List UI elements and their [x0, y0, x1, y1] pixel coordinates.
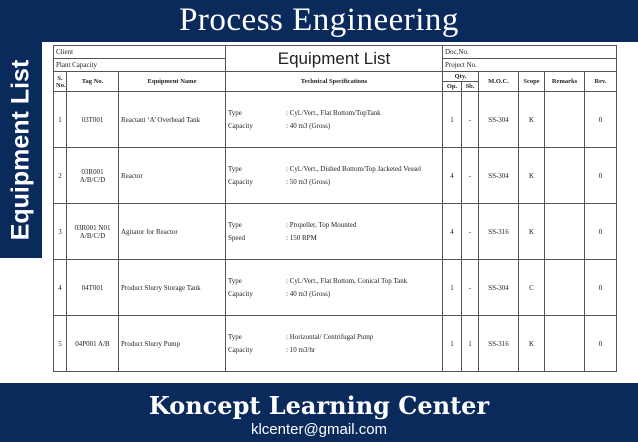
spec-key: Capacity	[228, 289, 253, 298]
table-row	[54, 148, 617, 204]
col-remarks: Remarks	[545, 72, 585, 92]
spec-line	[228, 331, 440, 344]
cell-sno: 3	[54, 204, 67, 260]
cell-tag: 04P001 A/B	[67, 316, 119, 372]
cell-sb: -	[462, 204, 479, 260]
spec-value: : Horizontal/ Centrifugal Pump	[286, 332, 374, 341]
cell-scope: K	[519, 204, 545, 260]
sidebar-banner	[0, 42, 42, 258]
spec-key: Capacity	[228, 345, 253, 354]
spec-value: : 40 m3 (Gross)	[286, 121, 331, 130]
spec-value: : Cyl./Vert., Dished Bottom/Top Jacketed Vessel	[286, 164, 422, 173]
spec-line	[228, 219, 440, 232]
cell-name: Reactor	[119, 148, 226, 204]
footer-banner	[0, 383, 638, 442]
table-row	[54, 316, 617, 372]
col-name: Equipment Name	[119, 72, 226, 92]
col-rev: Rev.	[585, 72, 617, 92]
doc-no-label: Doc.No.	[443, 46, 617, 59]
spec-value: : 40 m3 (Gross)	[286, 289, 331, 298]
col-scope: Scope	[519, 72, 545, 92]
col-tag: Tag No.	[67, 72, 119, 92]
spec-line	[228, 344, 440, 357]
cell-moc: SS-316	[479, 316, 519, 372]
cell-scope: K	[519, 92, 545, 148]
cell-rev: 0	[585, 260, 617, 316]
cell-remarks	[545, 260, 585, 316]
cell-moc: SS-304	[479, 92, 519, 148]
col-op: Op.	[443, 82, 462, 92]
cell-sno: 5	[54, 316, 67, 372]
spec-line	[228, 288, 440, 301]
cell-moc: SS-304	[479, 260, 519, 316]
spec-line	[228, 176, 440, 189]
cell-rev: 0	[585, 148, 617, 204]
client-label: Client	[54, 46, 226, 59]
col-moc: M.O.C.	[479, 72, 519, 92]
cell-spec	[226, 204, 443, 260]
cell-remarks	[545, 148, 585, 204]
cell-spec	[226, 260, 443, 316]
spec-key: Capacity	[228, 177, 253, 186]
cell-sb: -	[462, 92, 479, 148]
cell-sno: 2	[54, 148, 67, 204]
sidebar-label: Equipment List	[6, 59, 35, 241]
table-row	[54, 204, 617, 260]
table-row	[54, 92, 617, 148]
spec-key: Speed	[228, 233, 246, 242]
col-sno: S. No.	[54, 72, 67, 92]
spec-value: : 10 m3/hr	[286, 345, 316, 354]
cell-moc: SS-316	[479, 204, 519, 260]
cell-scope: K	[519, 148, 545, 204]
equipment-table	[53, 45, 617, 372]
cell-sb: -	[462, 148, 479, 204]
page-title: Process Engineering	[179, 2, 459, 38]
org-name: Koncept Learning Center	[148, 391, 490, 420]
cell-remarks	[545, 316, 585, 372]
cell-remarks	[545, 204, 585, 260]
cell-tag: 04T001	[67, 260, 119, 316]
cell-name: Agitator for Reactor	[119, 204, 226, 260]
cell-sb: -	[462, 260, 479, 316]
spec-key: Type	[228, 220, 242, 229]
spec-key: Type	[228, 332, 242, 341]
cell-tag: 03R001 N01 A/B/C/D	[67, 204, 119, 260]
spec-value: : 50 m3 (Gross)	[286, 177, 331, 186]
cell-name: Reactant ‘A’ Overhead Tank	[119, 92, 226, 148]
spec-key: Type	[228, 108, 242, 117]
cell-spec	[226, 316, 443, 372]
cell-op: 1	[443, 92, 462, 148]
cell-name: Product Slurry Storage Tank	[119, 260, 226, 316]
cell-sno: 4	[54, 260, 67, 316]
cell-op: 1	[443, 260, 462, 316]
col-qty: Qty.	[443, 72, 479, 82]
cell-op: 4	[443, 148, 462, 204]
project-no-label: Project No.	[443, 59, 617, 72]
cell-scope: C	[519, 260, 545, 316]
cell-rev: 0	[585, 92, 617, 148]
col-spec: Technical Specifications	[226, 72, 443, 92]
spec-value: : Cyl./Vert., Flat Bottom/TopTank	[286, 108, 381, 117]
spec-value: : Cyl./Vert., Flat Bottom, Conical Top Tank	[286, 276, 408, 285]
spec-line	[228, 163, 440, 176]
cell-spec	[226, 92, 443, 148]
cell-rev: 0	[585, 204, 617, 260]
table-title: Equipment List	[226, 46, 443, 72]
spec-line	[228, 232, 440, 245]
cell-op: 1	[443, 316, 462, 372]
cell-name: Product Slurry Pump	[119, 316, 226, 372]
spec-line	[228, 275, 440, 288]
spec-line	[228, 107, 440, 120]
cell-sb: 1	[462, 316, 479, 372]
spec-value: : 150 RPM	[286, 233, 317, 242]
cell-op: 4	[443, 204, 462, 260]
col-sb: Sb.	[462, 82, 479, 92]
spec-key: Capacity	[228, 121, 253, 130]
cell-rev: 0	[585, 316, 617, 372]
spec-key: Type	[228, 164, 242, 173]
contact-email: klcenter@gmail.com	[250, 421, 388, 438]
cell-moc: SS-304	[479, 148, 519, 204]
table-row	[54, 260, 617, 316]
cell-tag: 03T001	[67, 92, 119, 148]
cell-sno: 1	[54, 92, 67, 148]
cell-remarks	[545, 92, 585, 148]
header-banner	[0, 0, 638, 42]
cell-spec	[226, 148, 443, 204]
plant-capacity-label: Plant Capacity	[54, 59, 226, 72]
spec-line	[228, 120, 440, 133]
cell-tag: 03R001 A/B/C/D	[67, 148, 119, 204]
cell-scope: K	[519, 316, 545, 372]
spec-value: : Propeller, Top Mounted	[286, 220, 357, 229]
spec-key: Type	[228, 276, 242, 285]
